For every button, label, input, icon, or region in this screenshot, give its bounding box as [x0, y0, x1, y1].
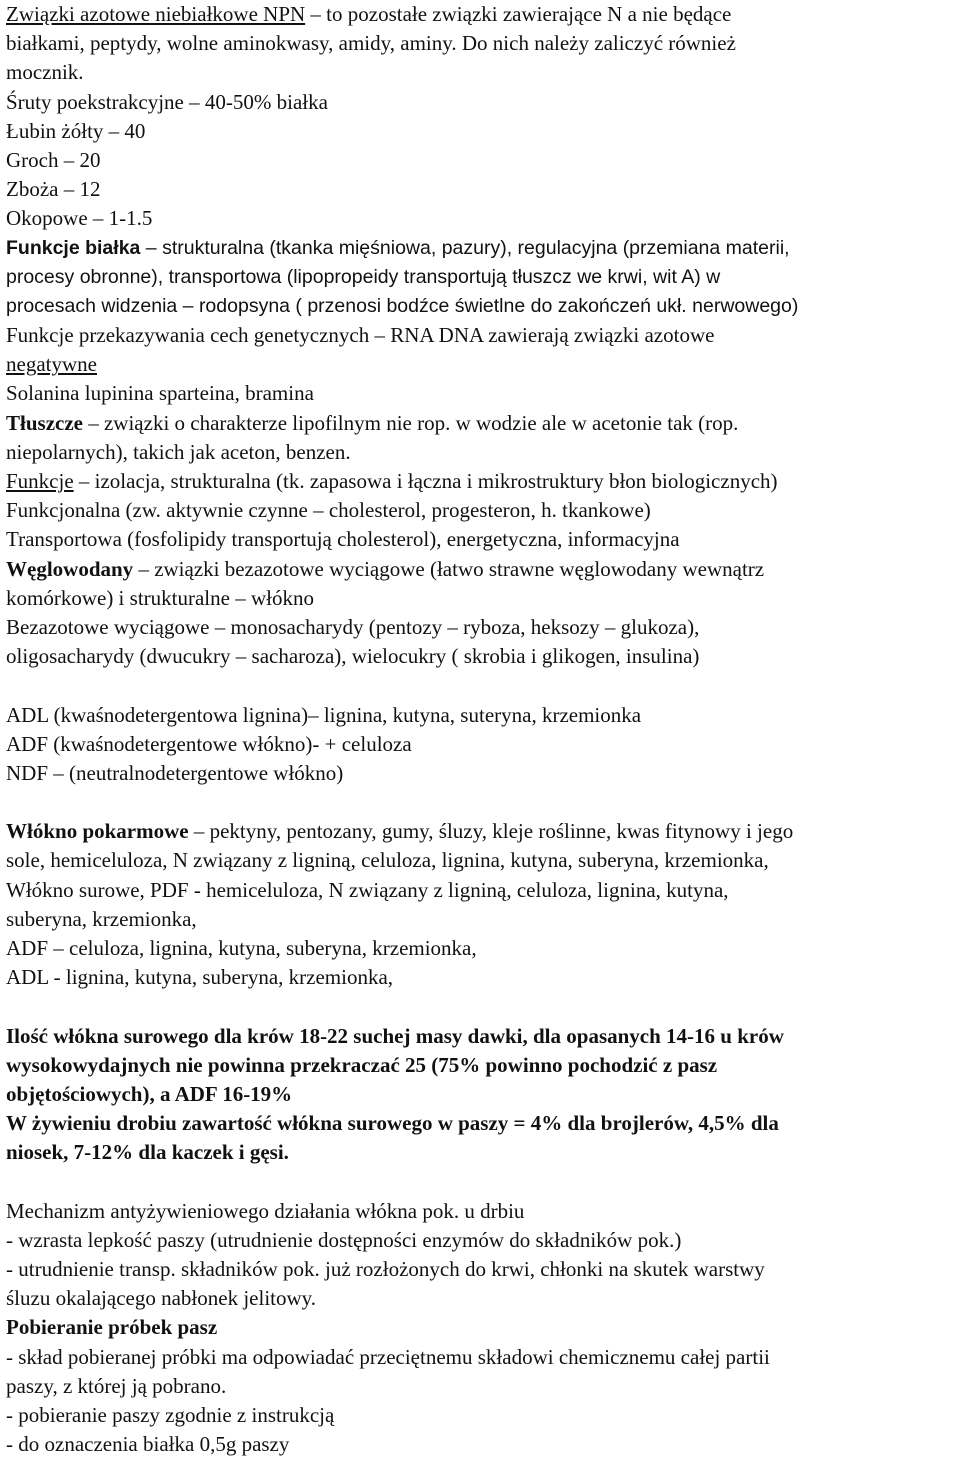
line-text: – to pozostałe związki zawierające N a nie będące: [305, 2, 732, 26]
text-line: - pobieranie paszy zgodnie z instrukcją: [6, 1403, 335, 1427]
weglowodany-heading: Węglowodany: [6, 556, 134, 581]
text-line: paszy, z której ją pobrano.: [6, 1373, 227, 1398]
text-line: ADL - lignina, kutyna, suberyna, krzemionka,: [6, 965, 394, 990]
line-text: – pektyny, pentozany, gumy, śluzy, kleje roślinne, kwas fitynowy i jego: [188, 819, 794, 844]
text-line: Funkcje przekazywania cech genetycznych – RNA DNA zawierają związki azotowe: [6, 323, 715, 348]
text-line: oligosacharydy (dwucukry – sacharoza), wielocukry ( skrobia i glikogen, insulina): [6, 644, 700, 669]
text-line: objętościowych), a ADF 16-19%: [6, 1081, 293, 1106]
text-line: [6, 467, 958, 496]
text-line: - do oznaczenia białka 0,5g paszy: [6, 1432, 290, 1457]
text-line: komórkowe) i strukturalne – włókno: [6, 585, 314, 610]
text-line: Funkcjonalna (zw. aktywnie czynne – cholesterol, progesteron, h. tkankowe): [6, 498, 651, 523]
text-line: [6, 350, 958, 379]
text-line: Mechanizm antyżywieniowego działania włókna pok. u drbiu: [6, 1198, 525, 1223]
text-line: - utrudnienie transp. składników pok. już rozłożonych do krwi, chłonki na skutek warstwy: [6, 1257, 765, 1282]
text-line: Zboża – 12: [6, 177, 101, 202]
blank-line: [6, 1168, 958, 1197]
wlokno-pokarmowe-heading: Włókno pokarmowe: [6, 819, 189, 844]
text-line: suberyna, krzemionka,: [6, 906, 197, 931]
npn-heading: Związki azotowe niebiałkowe NPN: [6, 2, 306, 26]
text-line: ADF – celuloza, lignina, kutyna, suberyna, krzemionka,: [6, 936, 477, 960]
line-text: – izolacja, strukturalna (tk. zapasowa i łączna i mikrostruktury błon biologicznych): [73, 469, 778, 493]
text-line: Bezazotowe wyciągowe – monosacharydy (pentozy – ryboza, heksozy – glukoza),: [6, 614, 700, 639]
text-line: [6, 409, 958, 438]
text-line: - wzrasta lepkość paszy (utrudnienie dostępności enzymów do składników pok.): [6, 1227, 682, 1252]
text-line: ADF (kwaśnodetergentowe włókno)- + celuloza: [6, 731, 412, 756]
text-line: Okopowe – 1-1.5: [6, 206, 153, 231]
text-line: [6, 234, 958, 263]
text-line: NDF – (neutralnodetergentowe włókno): [6, 760, 344, 785]
text-line: Łubin żółty – 40: [6, 118, 146, 143]
text-line: śluzu okalającego nabłonek jelitowy.: [6, 1286, 317, 1311]
text-line: wysokowydajnych nie powinna przekraczać 25 (75% powinno pochodzić z pasz: [6, 1052, 718, 1077]
text-line: Włókno surowe, PDF - hemiceluloza, N związany z ligniną, celuloza, lignina, kutyna,: [6, 877, 729, 902]
text-line: sole, hemiceluloza, N związany z ligniną, celuloza, lignina, kutyna, suberyna, krzemionka,: [6, 848, 769, 873]
underlined-word: negatywne: [6, 352, 97, 377]
line-text: – związki bezazotowe wyciągowe (łatwo strawne węglowodany wewnątrz: [133, 556, 765, 581]
text-line: mocznik.: [6, 60, 84, 85]
line-text: – związki o charakterze lipofilnym nie rop. w wodzie ale w acetonie tak (rop.: [82, 410, 739, 435]
line-text: – strukturalna (tkanka mięśniowa, pazury), regulacyjna (przemiana materii,: [140, 236, 790, 259]
text-line: ADL (kwaśnodetergentowa lignina)– lignina, kutyna, suteryna, krzemionka: [6, 702, 642, 727]
text-line: Śruty poekstrakcyjne – 40-50% białka: [6, 89, 328, 114]
text-line: W żywieniu drobiu zawartość włókna surowego w paszy = 4% dla brojlerów, 4,5% dla: [6, 1111, 779, 1136]
text-line: [6, 555, 958, 584]
blank-line: [6, 671, 958, 700]
text-line: Solanina lupinina sparteina, bramina: [6, 381, 314, 406]
text-line: Transportowa (fosfolipidy transportują cholesterol), energetyczna, informacyjna: [6, 527, 680, 552]
text-line: Groch – 20: [6, 147, 101, 172]
funkcje-heading: Funkcje: [6, 469, 74, 493]
text-line: procesach widzenia – rodopsyna ( przenosi bodźce świetlne do zakończeń ukł. nerwowego): [6, 294, 799, 317]
blank-line: [6, 992, 958, 1021]
text-line: Ilość włókna surowego dla krów 18-22 suchej masy dawki, dla opasanych 14-16 u krów: [6, 1023, 784, 1048]
tluszcze-heading: Tłuszcze: [6, 410, 83, 435]
text-line: Pobieranie próbek pasz: [6, 1315, 218, 1340]
text-line: procesy obronne), transportowa (lipopropeidy transportują tłuszcz we krwi, wit A) w: [6, 265, 721, 288]
text-line: białkami, peptydy, wolne aminokwasy, amidy, aminy. Do nich należy zaliczyć również: [6, 31, 736, 56]
funkcje-bialka-heading: Funkcje białka: [6, 236, 141, 259]
blank-line: [6, 788, 958, 817]
text-line: niosek, 7-12% dla kaczek i gęsi.: [6, 1140, 289, 1165]
text-line: niepolarnych), takich jak aceton, benzen.: [6, 439, 351, 464]
text-line: - skład pobieranej próbki ma odpowiadać przeciętnemu składowi chemicznemu całej partii: [6, 1344, 770, 1369]
text-line: [6, 817, 958, 846]
text-line: [6, 0, 958, 29]
